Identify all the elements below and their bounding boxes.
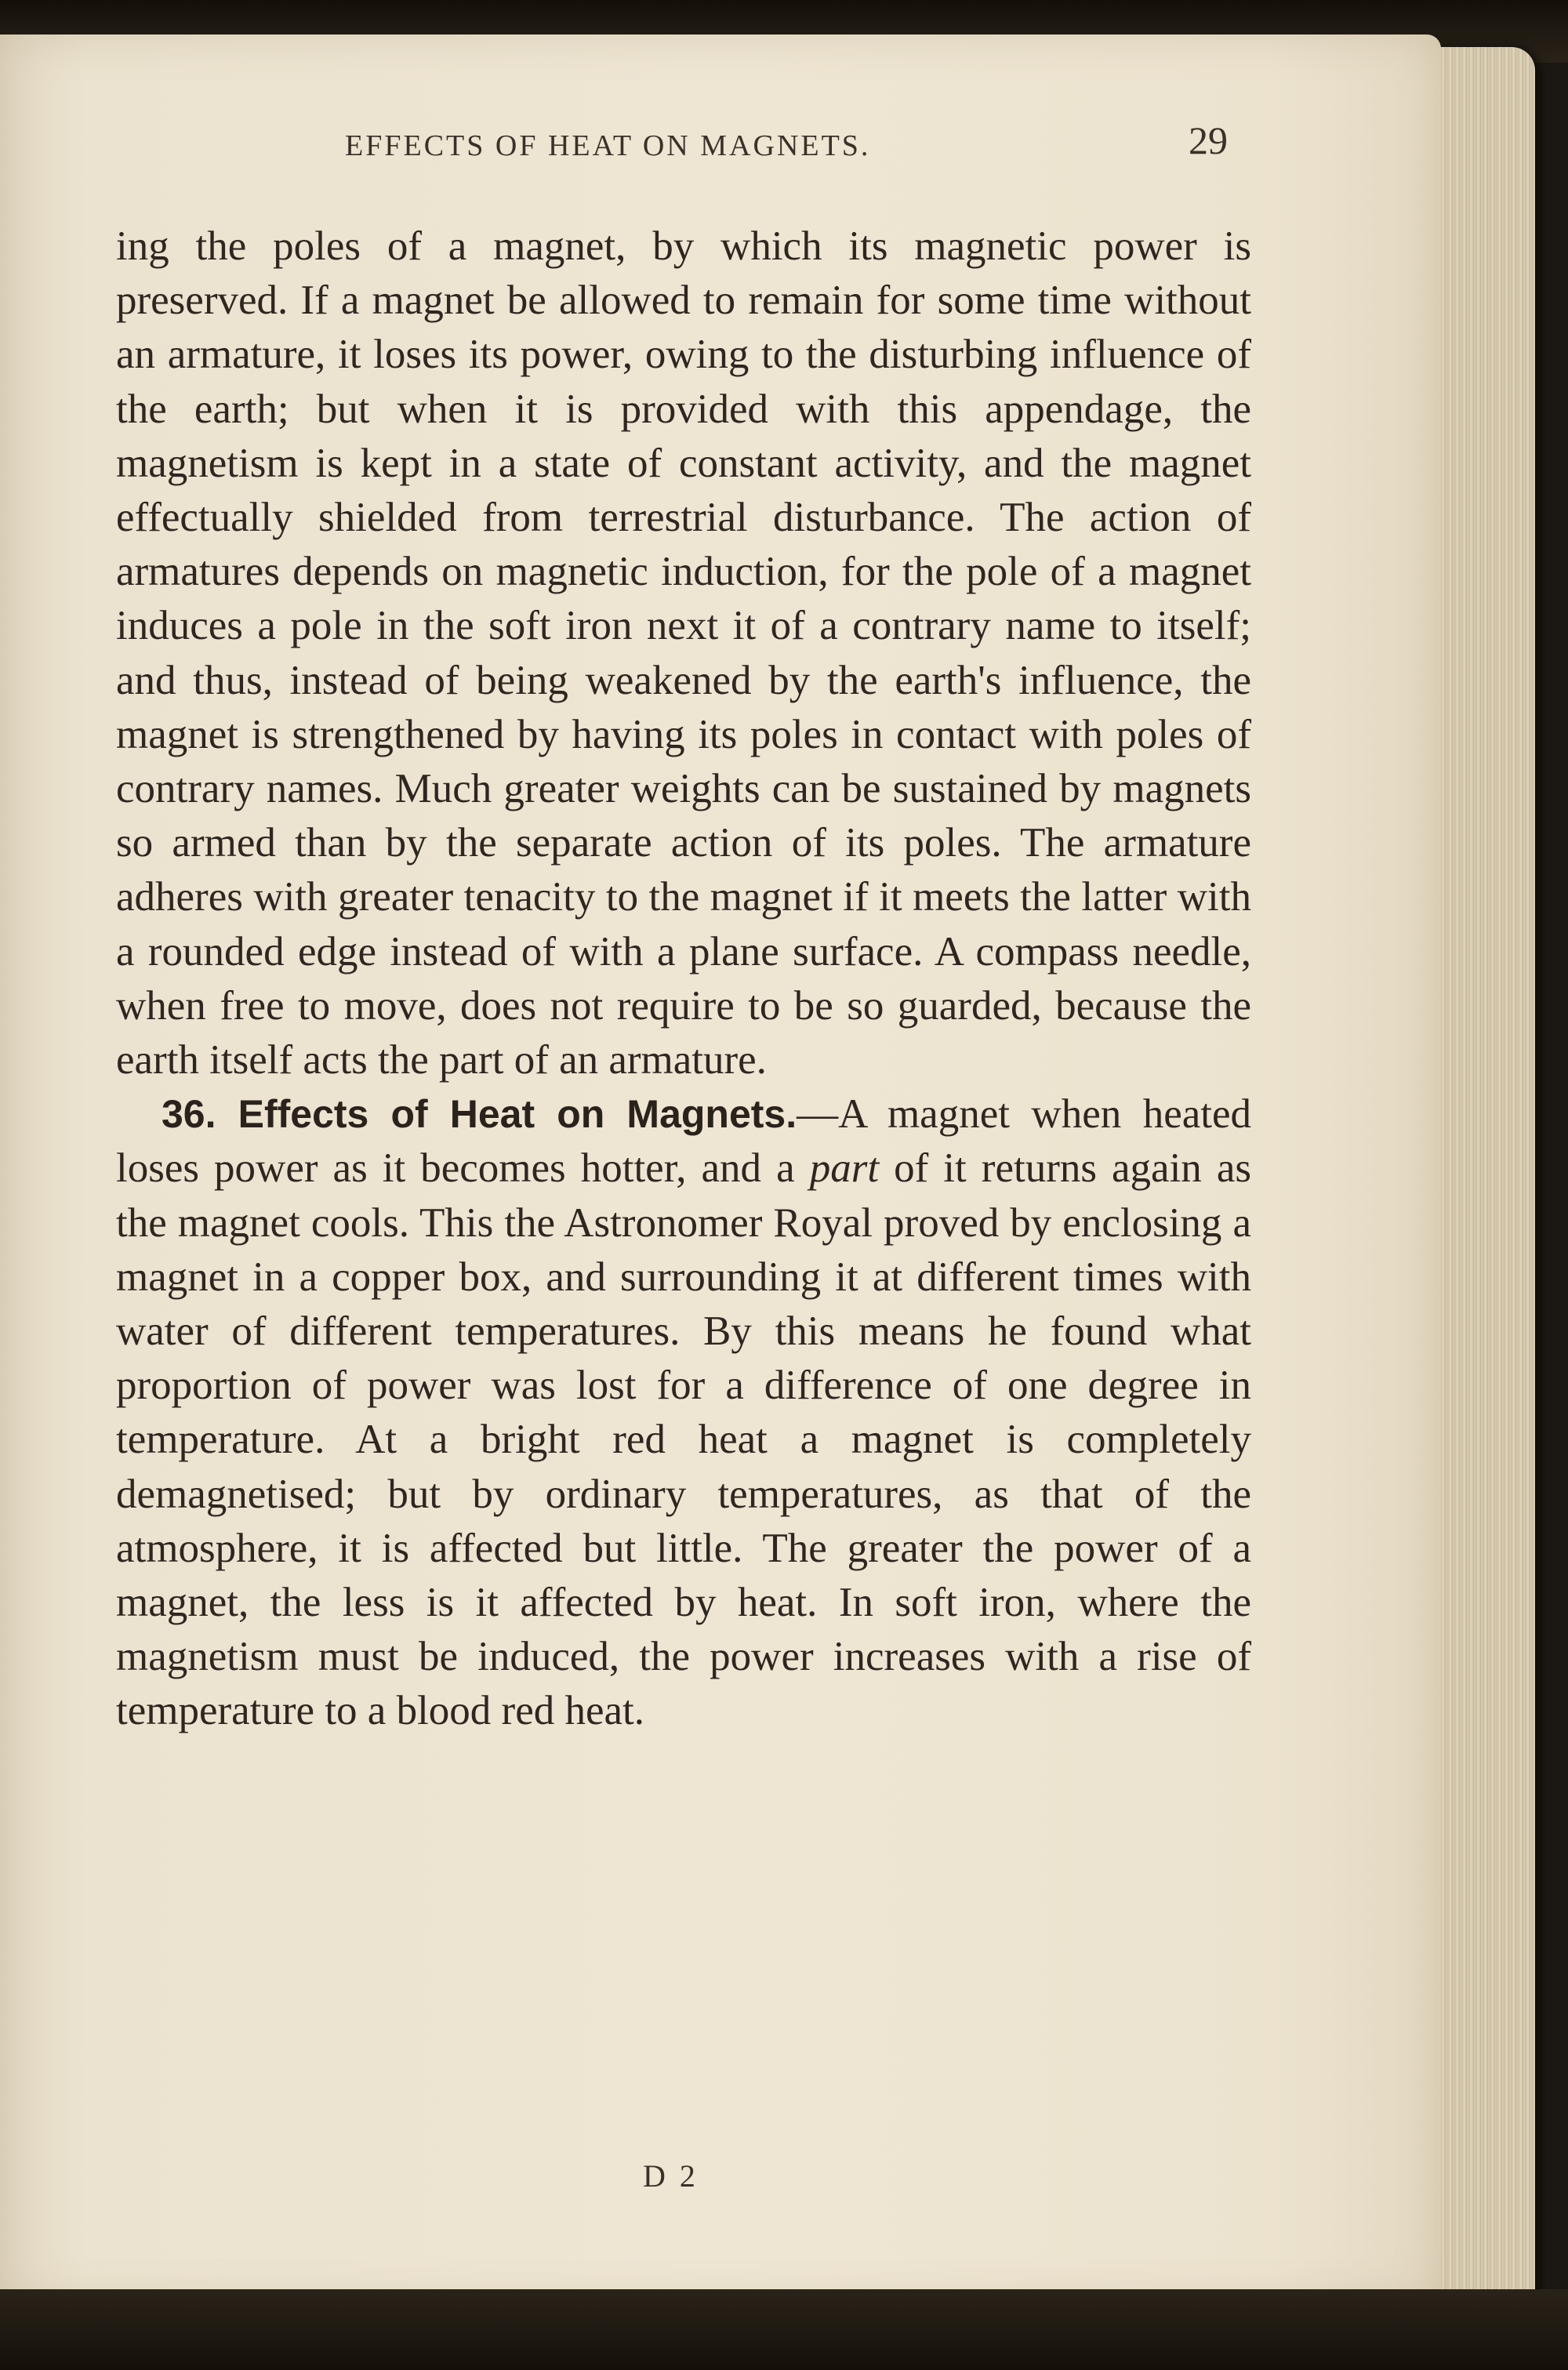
scanner-edge-bottom [0, 2289, 1568, 2370]
section-heading: 36. Effects of Heat on Magnets. [162, 1092, 797, 1137]
page-header [0, 118, 1441, 172]
paragraph-2 [116, 1087, 1251, 1738]
page-number: 29 [1189, 118, 1228, 162]
paragraph-2-rest: of it returns again as the magnet cools. This the Astronomer Royal proved by enclosing a magnet in a copper box, and surrounding it at different times with water of different temperatures. By this means he found what proportion of power was lost for a difference of one degree in temperature. At a bright red heat a magnet is completely demagnetised; but by ordinary temperatures, as that of the atmosphere, it is affected but little. The greater the power of a magnet, the less is it affected by heat. In soft iron, where the magnetism must be induced, the power increases with a rise of temperature to a blood red heat. [116, 1145, 1251, 1734]
paragraph-2-lead: —A magnet when heated loses power as it becomes hotter, and a [116, 1091, 1251, 1192]
running-head: EFFECTS OF HEAT ON MAGNETS. [345, 129, 871, 162]
paragraph-1: ing the poles of a magnet, by which its magnetic power is preserved. If a magnet be allowed to remain for some time without an armature, it loses its power, owing to the disturbing influence of the earth; but when it is provided with this appendage, the magnetism is kept in a state of constant activity, and the magnet effectually shielded from terrestrial disturbance. The action of armatures depends on magnetic induction, for the pole of a magnet induces a pole in the soft iron next it of a contrary name to itself; and thus, instead of being weakened by the earth's influence, the magnet is strengthened by having its poles in contact with poles of contrary names. Much greater weights can be sustained by magnets so armed than by the separate action of its poles. The armature adheres with greater tenacity to the magnet if it meets the latter with a rounded edge instead of with a plane surface. A compass needle, when free to move, does not require to be so guarded, because the earth itself acts the part of an armature. [116, 223, 1251, 1083]
body-text [116, 220, 1251, 1739]
signature-mark: D 2 [643, 2158, 699, 2194]
paragraph-2-emphasis: part [809, 1145, 880, 1192]
